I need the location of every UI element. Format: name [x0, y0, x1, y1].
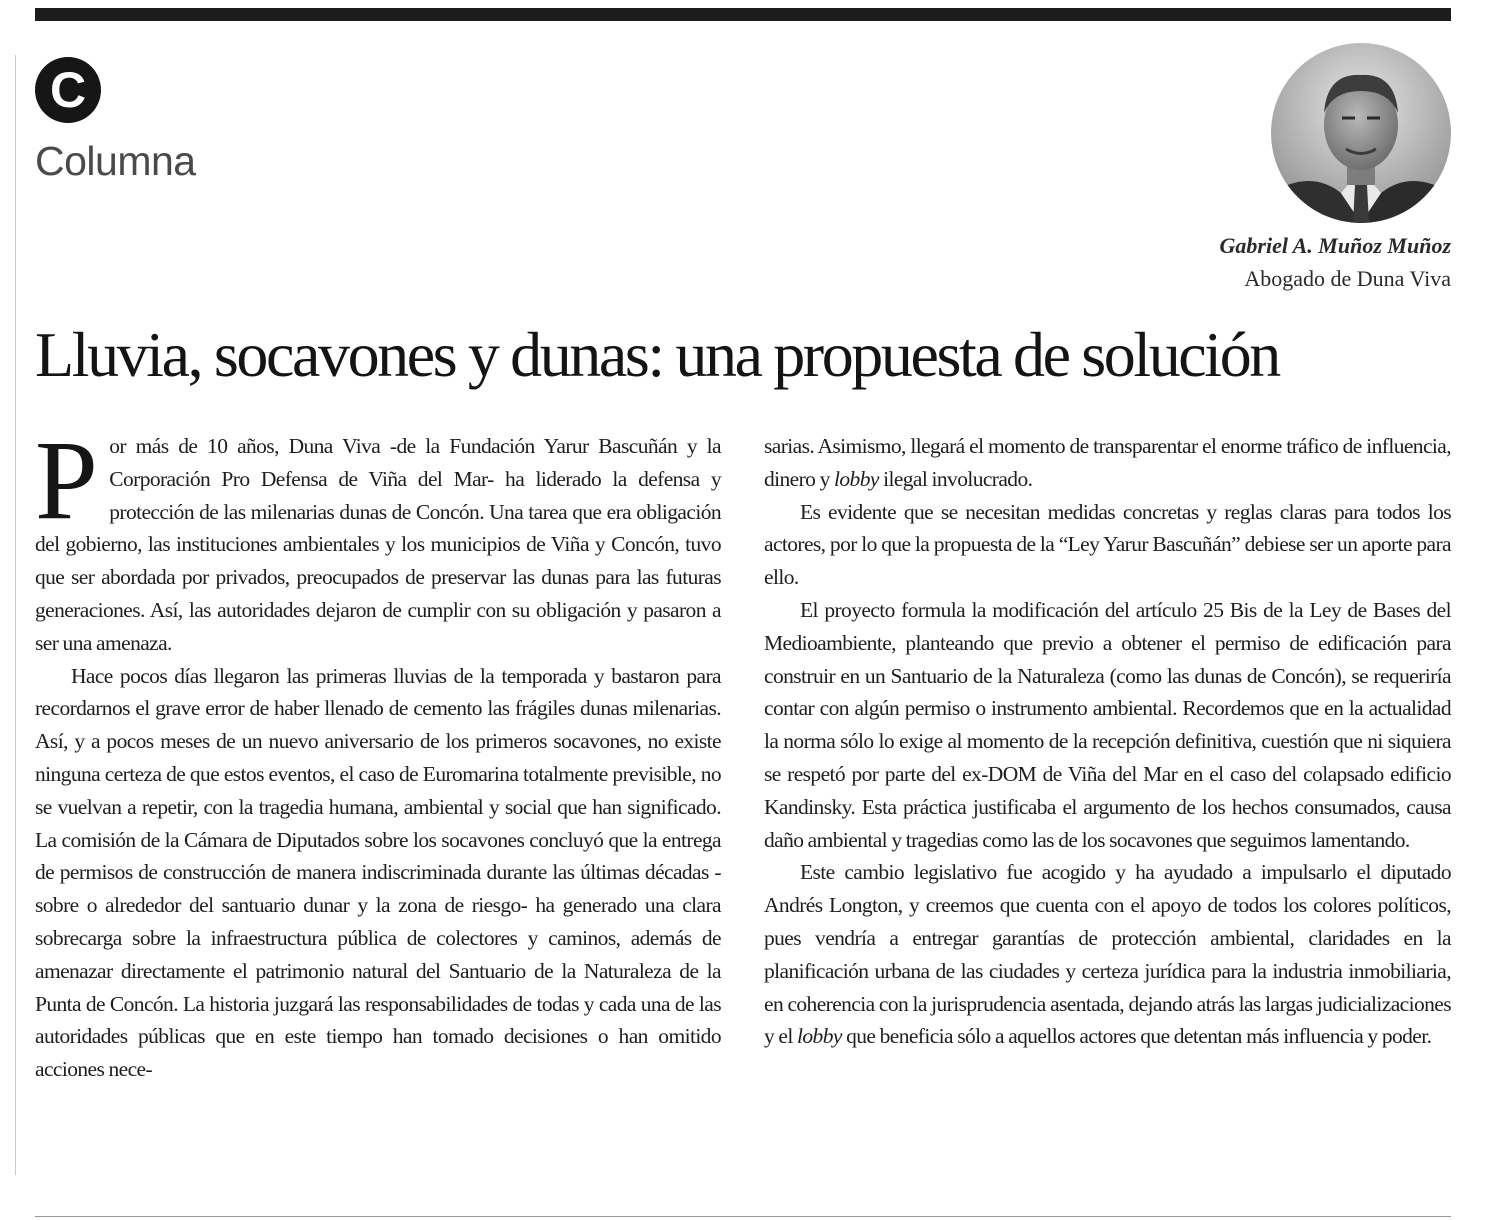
- paragraph-text: or más de 10 años, Duna Viva -de la Fundación Yarur Bascuñán y la Corporación Pro Defensa de Viña del Mar- ha liderado la defensa y protección de las milenarias dunas de Concón. Una tarea que era obligación del gobierno, las instituciones ambientales y los municipios de Viña y Concón, tuvo que ser abordada por privados, preocupados de preservar las dunas para las futuras generaciones. Así, las autoridades dejaron de cumplir con su obligación y pasaron a ser una amenaza.: [35, 434, 721, 655]
- article-paragraph: [35, 418, 721, 660]
- paragraph-text: ilegal involucrado.: [878, 466, 1033, 491]
- section-logo: C: [35, 57, 101, 123]
- italic-term: lobby: [797, 1024, 842, 1049]
- paragraph-text: sarias. Asimismo, llegará el momento de transparentar el enorme tráfico de influencia, dinero y: [764, 434, 1451, 491]
- article-column-left: [35, 418, 721, 1086]
- drop-cap: P: [35, 418, 98, 543]
- article-paragraph: Hace pocos días llegaron las primeras lluvias de la temporada y bastaron para recordarnos el grave error de haber llenado de cemento las frágiles dunas milenarias. Así, y a pocos meses de un nuevo aniversario de los primeros socavones, no existe ninguna certeza de que estos eventos, el caso de Euromarina totalmente previsible, no se vuelvan a repetir, con la tragedia humana, ambiental y social que han significado. La comisión de la Cámara de Diputados sobre los socavones concluyó que la entrega de permisos de construcción de manera indiscriminada durante las últimas décadas -sobre o alrededor del santuario dunar y la zona de riesgo- ha generado una clara sobrecarga sobre la infraestructura pública de colectores y caminos, además de amenazar directamente el patrimonio natural del Santuario de la Naturaleza de la Punta de Concón. La historia juzgará las responsabilidades de todas y cada una de las autoridades públicas que en este tiempo han tomado decisiones o han omitido acciones nece-: [35, 663, 721, 1082]
- italic-term: lobby: [834, 466, 879, 491]
- author-role: Abogado de Duna Viva: [1244, 266, 1451, 291]
- headline: Lluvia, socavones y dunas: una propuesta de solución: [35, 319, 1279, 390]
- article-paragraph: [764, 430, 1451, 496]
- article-paragraph: Es evidente que se necesitan medidas concretas y reglas claras para todos los actores, por lo que la propuesta de la “Ley Yarur Bascuñán” debiese ser un aporte para ello.: [764, 499, 1451, 590]
- paragraph-text: que beneficia sólo a aquellos actores que detentan más influencia y poder.: [841, 1024, 1432, 1049]
- author-name: Gabriel A. Muñoz Muñoz: [1219, 233, 1451, 258]
- left-column-rule: [15, 55, 16, 1175]
- paragraph-text: Este cambio legislativo fue acogido y ha ayudado a impulsarlo el diputado Andrés Longton, y creemos que cuenta con el apoyo de todos los colores políticos, pues vendría a entregar garantías de protección ambiental, claridades en la planificación urbana de las ciudades y certeza jurídica para la industria inmobiliaria, en coherencia con la jurisprudencia asentada, dejando atrás las largas judicializaciones y el: [764, 860, 1451, 1049]
- author-photo: [1271, 43, 1451, 223]
- section-label: Columna: [35, 138, 196, 184]
- top-rule: [35, 8, 1451, 21]
- bottom-rule: [35, 1216, 1451, 1217]
- article-paragraph: [764, 856, 1451, 1053]
- article-paragraph: El proyecto formula la modificación del artículo 25 Bis de la Ley de Bases del Medioambiente, planteando que previo a obtener el permiso de edificación para construir en un Santuario de la Naturaleza (como las dunas de Concón), se requeriría contar con algún permiso o instrumento ambiental. Recordemos que en la actualidad la norma sólo lo exige al momento de la recepción definitiva, cuestión que ni siquiera se respetó por parte del ex-DOM de Viña del Mar en el caso del colapsado edificio Kandinsky. Esta práctica justificaba el argumento de los hechos consumados, causa daño ambiental y tragedias como las de los socavones que seguimos lamentando.: [764, 597, 1451, 852]
- article-column-right: [764, 430, 1451, 1053]
